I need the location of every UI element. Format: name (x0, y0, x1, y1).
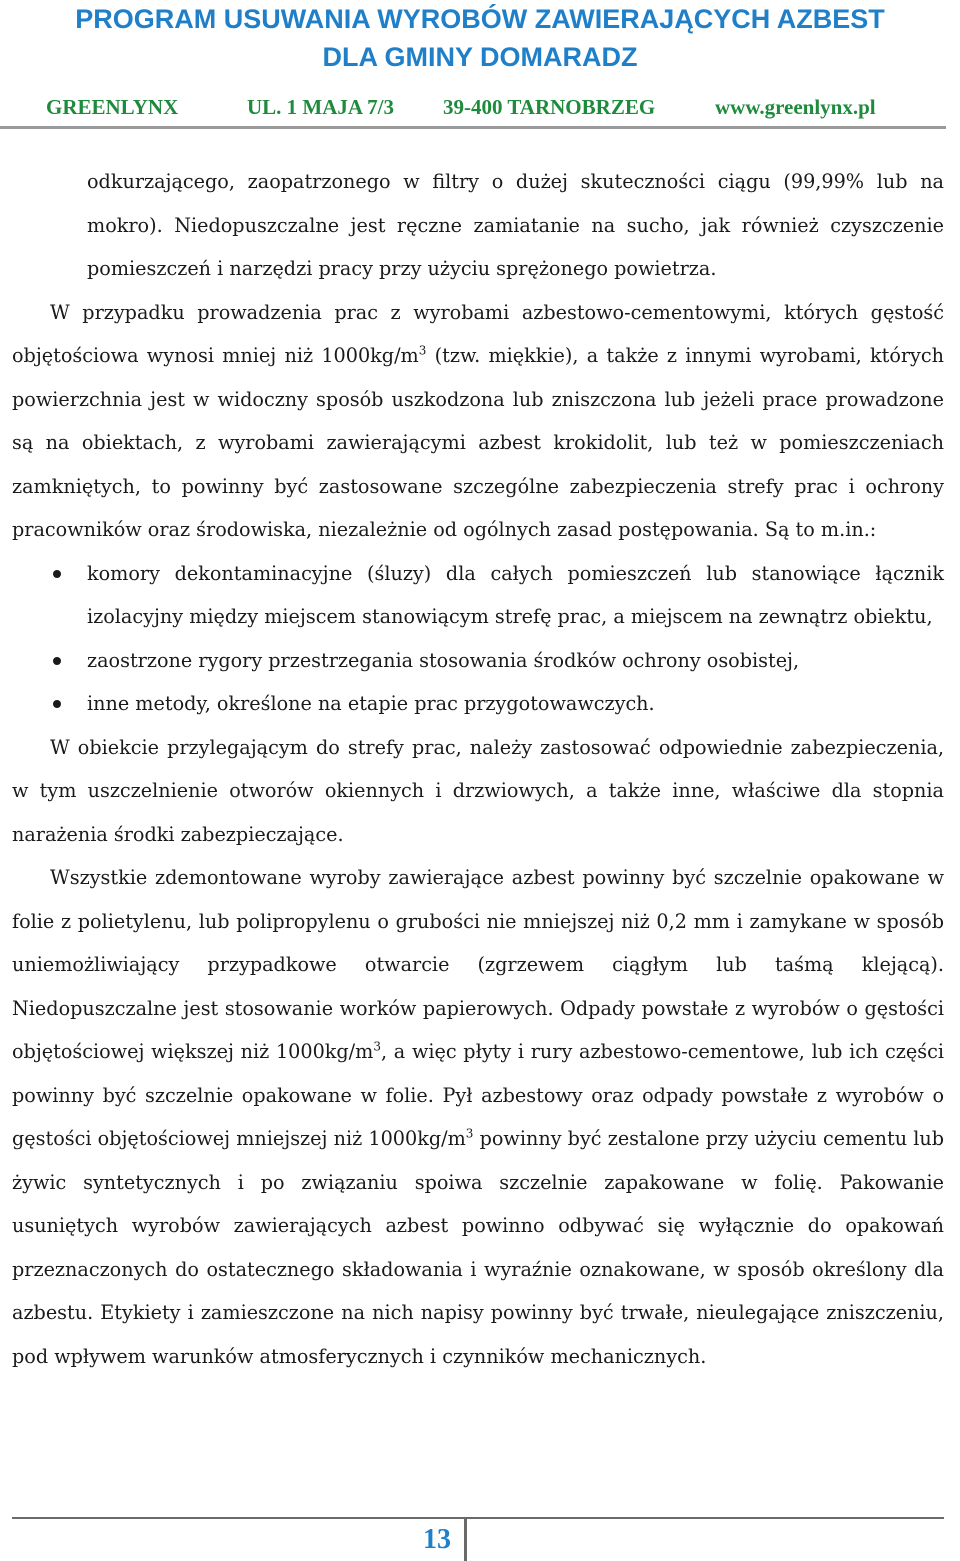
page-number: 13 (423, 1524, 451, 1555)
company-name: GREENLYNX (46, 95, 179, 119)
superscript: 3 (418, 343, 427, 358)
continuation-paragraph: odkurzającego, zaopatrzonego w filtry o dużej skuteczności ciągu (99,99% lub na mokro). Niedopuszczalne jest ręczne zamiatanie na sucho, jak również czyszczenie pomieszczeń i narzędzi pracy przy użyciu sprężonego powietrza. (87, 170, 944, 280)
bullet-icon (53, 700, 61, 708)
list-item-text: inne metody, określone na etapie prac przygotowawczych. (87, 692, 655, 715)
list-item (12, 552, 944, 639)
paragraph-packaging (12, 856, 944, 1378)
bullet-icon (53, 657, 61, 665)
paragraph-adjacent-building: W obiekcie przylegającym do strefy prac, należy zastosować odpowiednie zabezpieczenia, w tym uszczelnienie otworów okiennych i drzwiowych, a także inne, właściwe dla stopnia narażenia środki zabezpieczające. (12, 735, 944, 846)
company-city: 39-400 TARNOBRZEG (443, 95, 656, 119)
paragraph-text: Wszystkie zdemontowane wyroby zawierające azbest powinny być szczelnie opakowane w folie z polietylenu, lub polipropylenu o grubości nie mniejszej niż 0,2 mm i zamykane w sposób uniemożliwiający przypadkowe otwarcie (zgrzewem ciągłym lub taśmą klejącą). Niedopuszczalne jest stosowanie worków papierowych. Odpady powstałe z wyrobów o gęstości objętościowej większej niż 1000kg/m (12, 866, 944, 1063)
paragraph-text: W przypadku prowadzenia prac z wyrobami azbestowo-cementowymi, których gęstość objętościowa wynosi mniej niż 1000kg/m (12, 300, 944, 367)
document-body (12, 160, 944, 1378)
paragraph-text: , a więc płyty i rury azbestowo-cementowe, lub ich części powinny być szczelnie opakowane w folie. Pył azbestowy oraz odpady powstałe z wyrobów o gęstości objętościowej mniejszej niż 1000kg/m (12, 1040, 944, 1150)
protections-list (12, 552, 944, 726)
list-item (12, 639, 944, 683)
header-divider (0, 126, 946, 129)
document-subtitle: DLA GMINY DOMARADZ (322, 42, 638, 72)
paragraph-text: (tzw. miękkie), a także z innymi wyrobami, których powierzchnia jest w widoczny sposób uszkodzona lub zniszczona lub jeżeli prace prowadzone są na obiektach, z wyrobami zawierającymi azbest krokidolit, lub też w pomieszczeniach zamkniętych, to powinny być zastosowane szczególne zabezpieczenia strefy prac i ochrony pracowników oraz środowiska, niezależnie od ogólnych zasad postępowania. Są to m.in.: (12, 344, 944, 541)
list-item-text: komory dekontaminacyjne (śluzy) dla całych pomieszczeń lub stanowiące łącznik izolacyjny między miejscem stanowiącym strefę prac, a miejscem na zewnątrz obiektu, (87, 561, 944, 628)
superscript: 3 (465, 1126, 474, 1141)
company-website: www.greenlynx.pl (715, 95, 876, 119)
list-item (12, 682, 944, 726)
paragraph-text: powinny być zestalone przy użyciu cementu lub żywic syntetycznych i po związaniu spoiwa szczelnie zapakowane w folię. Pakowanie usuniętych wyrobów zawierających azbest powinno odbywać się wyłącznie do opakowań przeznaczonych do ostatecznego składowania i wyraźnie oznakowane, w sposób określony dla azbestu. Etykiety i zamieszczone na nich napisy powinny być trwałe, nieulegające zniszczeniu, pod wpływem warunków atmosferycznych i czynników mechanicznych. (12, 1127, 944, 1368)
bullet-icon (53, 570, 61, 578)
superscript: 3 (373, 1039, 381, 1054)
document-title: PROGRAM USUWANIA WYROBÓW ZAWIERAJĄCYCH AZBEST (75, 4, 885, 34)
company-street: UL. 1 MAJA 7/3 (247, 95, 394, 119)
contact-row (0, 90, 960, 124)
footer-divider (12, 1517, 944, 1519)
list-item-text: zaostrzone rygory przestrzegania stosowania środków ochrony osobistej, (87, 648, 800, 672)
paragraph-special-protections (12, 291, 944, 552)
